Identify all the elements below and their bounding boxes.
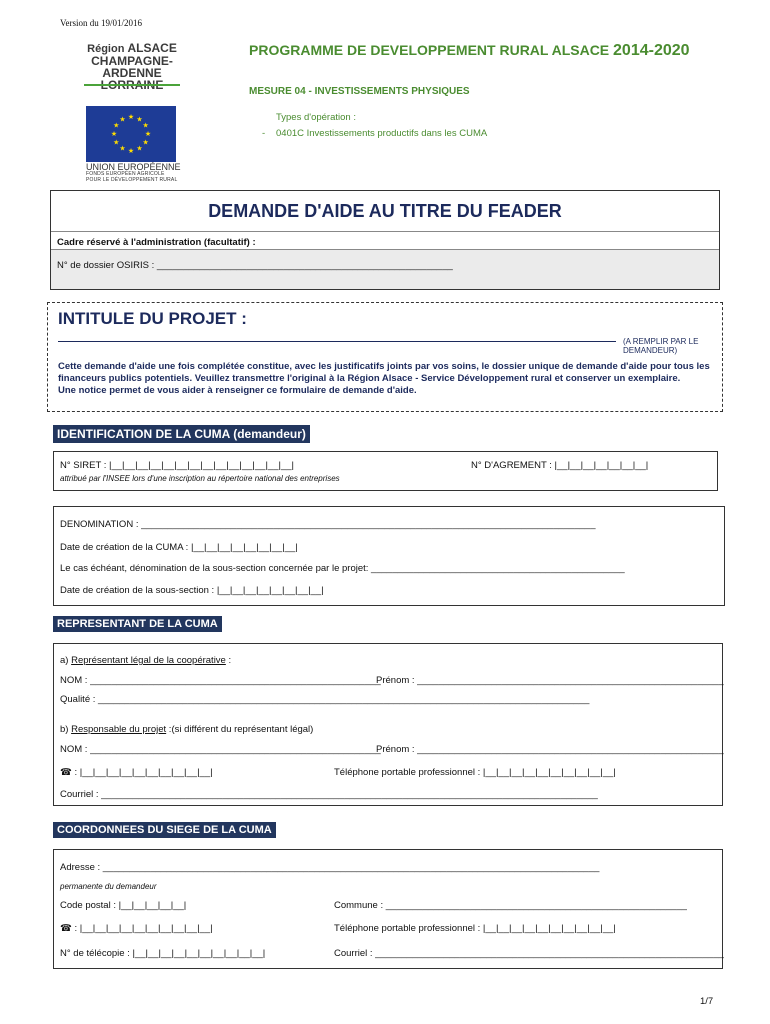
programme-years: 2014-2020 bbox=[613, 42, 690, 59]
adresse-field[interactable]: Adresse : ______________________________________________________________________________________________ bbox=[60, 862, 600, 873]
identification-title: IDENTIFICATION DE LA CUMA (demandeur) bbox=[53, 425, 310, 443]
date-creation-field[interactable]: Date de création de la CUMA : |__|__|__|__|__|__|__|__| bbox=[60, 542, 298, 553]
nom-field-1[interactable]: NOM : _______________________________________________________ bbox=[60, 675, 381, 686]
adresse-note: permanente du demandeur bbox=[60, 882, 157, 891]
representant-b-suffix: :(si différent du représentant légal) bbox=[166, 724, 314, 735]
siege-courriel-field[interactable]: Courriel : __________________________________________________________________ bbox=[334, 948, 724, 959]
siret-box bbox=[53, 451, 718, 491]
portable-field[interactable]: Téléphone portable professionnel : |__|__|__|__|__|__|__|__|__|__| bbox=[334, 767, 616, 778]
projet-title: INTITULE DU PROJET : bbox=[58, 309, 247, 328]
representant-b-prefix: b) bbox=[60, 724, 69, 735]
projet-box bbox=[47, 302, 723, 412]
siege-box bbox=[53, 849, 723, 969]
region-logo-prefix: Région bbox=[87, 43, 125, 55]
denomination-box bbox=[53, 506, 725, 606]
projet-notice-1: Cette demande d'aide une fois complétée constitue, avec les justificatifs joints par vos soins, le dossier unique de demande d'aide pour tous les financeurs publics potentiels. Veuillez transmettre l'original à la Région Alsace - Service Développement rural et conserver un exemplaire. bbox=[58, 361, 710, 384]
svg-text:★: ★ bbox=[142, 121, 149, 130]
types-operation bbox=[262, 110, 488, 142]
siege-telephone-field[interactable]: ☎ : |__|__|__|__|__|__|__|__|__|__| bbox=[60, 923, 213, 934]
representant-b-label: Responsable du projet bbox=[71, 724, 167, 735]
demande-box bbox=[50, 190, 720, 290]
siege-portable-field[interactable]: Téléphone portable professionnel : |__|__|__|__|__|__|__|__|__|__| bbox=[334, 923, 616, 934]
types-item: 0401C Investissements productifs dans les CUMA bbox=[276, 128, 488, 139]
qualite-field[interactable]: Qualité : _____________________________________________________________________________________________ bbox=[60, 694, 590, 705]
agrement-field[interactable]: N° D'AGREMENT : |__|__|__|__|__|__|__| bbox=[471, 460, 649, 471]
nom-field-2[interactable]: NOM : _______________________________________________________ bbox=[60, 744, 381, 755]
region-logo-bar bbox=[84, 84, 180, 86]
representant-a-label: Représentant légal de la coopérative bbox=[71, 655, 226, 666]
responsable-label bbox=[60, 724, 313, 735]
projet-title-input[interactable] bbox=[58, 341, 616, 342]
svg-text:★: ★ bbox=[119, 115, 126, 124]
eu-logo-line3: POUR LE DÉVELOPPEMENT RURAL bbox=[86, 177, 178, 183]
svg-text:★: ★ bbox=[127, 147, 135, 155]
programme-title bbox=[249, 42, 690, 60]
programme-title-text: PROGRAMME DE DEVELOPPEMENT RURAL ALSACE bbox=[249, 42, 610, 58]
version-date: Version du 19/01/2016 bbox=[60, 18, 142, 28]
code-postal-field[interactable]: Code postal : |__|__|__|__|__| bbox=[60, 900, 187, 911]
siret-field[interactable]: N° SIRET : |__|__|__|__|__|__|__|__|__|__|__|__|__|__| bbox=[60, 460, 294, 471]
date-sous-section-field[interactable]: Date de création de la sous-section : |__|__|__|__|__|__|__|__| bbox=[60, 585, 324, 596]
prenom-field-1[interactable]: Prénom : __________________________________________________________ bbox=[376, 675, 724, 686]
svg-text:★: ★ bbox=[119, 144, 126, 153]
svg-text:★: ★ bbox=[113, 121, 120, 130]
region-logo-alsace: ALSACE bbox=[127, 41, 177, 55]
admin-reserved: Cadre réservé à l'administration (facultatif) : bbox=[51, 231, 719, 249]
mesure-title: MESURE 04 - INVESTISSEMENTS PHYSIQUES bbox=[249, 86, 470, 97]
sous-section-field[interactable]: Le cas échéant, dénomination de la sous-section concernée par le projet: ________________________________________________ bbox=[60, 563, 625, 574]
eu-logo-line1: UNION EUROPÉENNE bbox=[86, 162, 181, 172]
prenom-field-2[interactable]: Prénom : __________________________________________________________ bbox=[376, 744, 724, 755]
representant-a-suffix: : bbox=[225, 655, 232, 666]
remplir-note: (A REMPLIR PAR LE DEMANDEUR) bbox=[623, 337, 699, 355]
types-dash: - bbox=[262, 128, 266, 139]
svg-text:★: ★ bbox=[113, 138, 120, 147]
courriel-field[interactable]: Courriel : ______________________________________________________________________________________________ bbox=[60, 789, 598, 800]
svg-text:★: ★ bbox=[136, 115, 143, 124]
representant-box bbox=[53, 643, 723, 806]
telecopie-field[interactable]: N° de télécopie : |__|__|__|__|__|__|__|__|__|__| bbox=[60, 948, 266, 959]
eu-logo-line2: FONDS EUROPÉEN AGRICOLE bbox=[86, 171, 165, 177]
representant-legal-label bbox=[60, 655, 231, 666]
page-number: 1/7 bbox=[700, 996, 714, 1007]
svg-text:★: ★ bbox=[136, 144, 143, 153]
commune-field[interactable]: Commune : _________________________________________________________ bbox=[334, 900, 687, 911]
telephone-field[interactable]: ☎ : |__|__|__|__|__|__|__|__|__|__| bbox=[60, 767, 213, 778]
eu-flag-icon bbox=[86, 106, 176, 162]
representant-a-prefix: a) bbox=[60, 655, 69, 666]
svg-text:★: ★ bbox=[142, 138, 149, 147]
region-logo-line2: CHAMPAGNE-ARDENNE bbox=[91, 54, 173, 80]
svg-text:★: ★ bbox=[144, 130, 152, 138]
eu-logo-text bbox=[86, 163, 186, 183]
svg-text:★: ★ bbox=[127, 113, 135, 121]
types-label: Types d'opération : bbox=[276, 112, 356, 123]
denomination-field[interactable]: DENOMINATION : ______________________________________________________________________________________ bbox=[60, 519, 596, 530]
osiris-field[interactable]: N° de dossier OSIRIS : ________________________________________________________ bbox=[51, 249, 719, 289]
projet-notice bbox=[58, 361, 718, 397]
siret-note: attribué par l'INSEE lors d'une inscription au répertoire national des entreprises bbox=[60, 474, 340, 483]
demande-title: DEMANDE D'AIDE AU TITRE DU FEADER bbox=[208, 201, 562, 221]
representant-title: REPRESENTANT DE LA CUMA bbox=[53, 616, 222, 632]
projet-notice-2: Une notice permet de vous aider à renseigner ce formulaire de demande d'aide. bbox=[58, 385, 417, 396]
siege-title: COORDONNEES DU SIEGE DE LA CUMA bbox=[53, 822, 276, 838]
svg-text:★: ★ bbox=[110, 130, 118, 138]
